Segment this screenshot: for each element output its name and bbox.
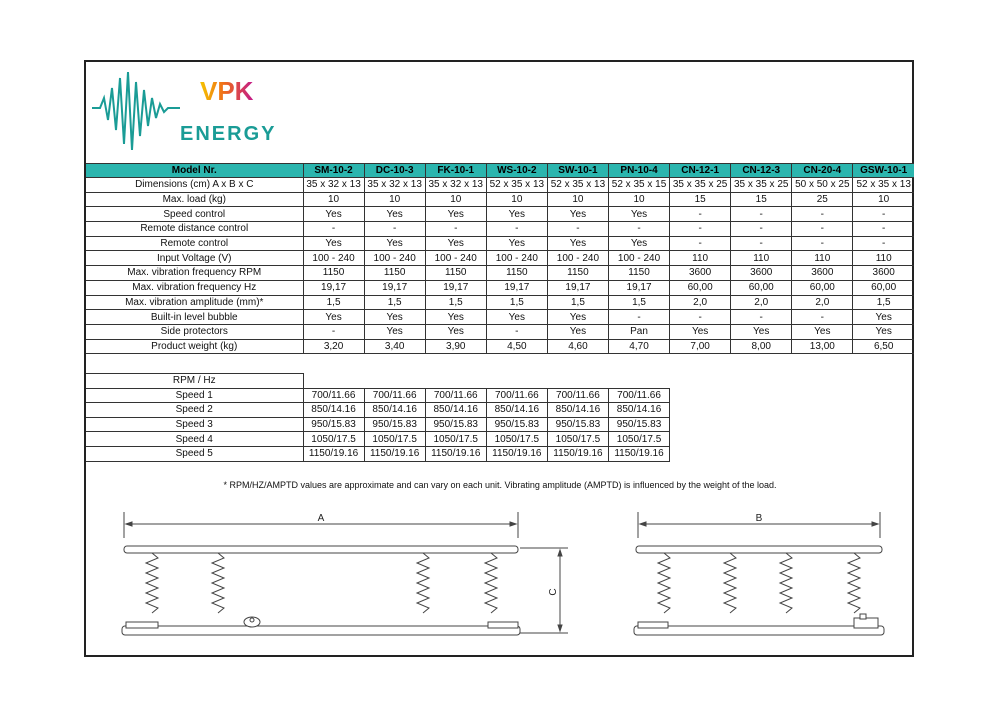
spec-cell: 1150 [547, 266, 608, 281]
spec-header-label: Model Nr. [86, 164, 303, 178]
spec-cell: 110 [670, 251, 731, 266]
spec-cell: - [425, 222, 486, 237]
spring-icon [724, 553, 736, 613]
speed-cell: 950/15.83 [608, 417, 669, 432]
spec-cell: 15 [731, 192, 792, 207]
speed-header-blank [303, 374, 670, 389]
speed-header-row [86, 374, 670, 389]
spec-cell: 19,17 [364, 280, 425, 295]
speed-cell: 850/14.16 [547, 403, 608, 418]
spec-row-label: Dimensions (cm) A x B x C [86, 178, 303, 193]
spec-cell: 1,5 [303, 295, 364, 310]
spec-cell: 4,50 [486, 339, 547, 354]
spec-cell: 60,00 [670, 280, 731, 295]
speed-cell: 1150/19.16 [608, 446, 669, 461]
spring-icon [212, 553, 224, 613]
spec-header-model: FK-10-1 [425, 164, 486, 178]
spec-cell: - [792, 310, 853, 325]
spec-cell: 60,00 [731, 280, 792, 295]
spec-cell: 52 x 35 x 15 [608, 178, 669, 193]
spec-cell: 60,00 [792, 280, 853, 295]
speed-cell: 850/14.16 [364, 403, 425, 418]
spec-cell: 13,00 [792, 339, 853, 354]
spec-cell: 100 - 240 [486, 251, 547, 266]
spec-row-label: Remote control [86, 236, 303, 251]
spec-cell: - [731, 310, 792, 325]
spec-cell: Yes [486, 310, 547, 325]
spec-row [86, 295, 914, 310]
spec-cell: 100 - 240 [425, 251, 486, 266]
speed-cell: 1150/19.16 [364, 446, 425, 461]
spec-cell: Yes [303, 236, 364, 251]
spec-header-model: SW-10-1 [547, 164, 608, 178]
spec-cell: 3600 [792, 266, 853, 281]
spec-cell: Yes [853, 310, 914, 325]
spec-cell: 2,0 [792, 295, 853, 310]
spec-cell: 1150 [608, 266, 669, 281]
spec-table [86, 163, 914, 354]
spec-cell: - [731, 207, 792, 222]
speed-cell: 700/11.66 [425, 388, 486, 403]
spec-cell: 19,17 [608, 280, 669, 295]
speed-cell: 700/11.66 [303, 388, 364, 403]
speed-cell: 950/15.83 [303, 417, 364, 432]
spec-cell: - [670, 310, 731, 325]
spec-header-row [86, 164, 914, 178]
spec-cell: 1,5 [853, 295, 914, 310]
spring-icon [485, 553, 497, 613]
spec-cell: - [853, 222, 914, 237]
speed-row-label: Speed 4 [86, 432, 303, 447]
spec-row [86, 178, 914, 193]
spec-cell: 52 x 35 x 13 [486, 178, 547, 193]
footnote: * RPM/HZ/AMPTD values are approximate and can vary on each unit. Vibrating amplitude (AMPTD) is influenced by the weight of the load. [223, 480, 777, 490]
vpk-energy-logo [90, 68, 300, 160]
spec-cell: Yes [608, 207, 669, 222]
spec-cell: - [364, 222, 425, 237]
spec-cell: Yes [547, 324, 608, 339]
spec-cell: 1150 [364, 266, 425, 281]
spec-row-label: Max. load (kg) [86, 192, 303, 207]
speed-cell: 850/14.16 [608, 403, 669, 418]
spec-cell: 100 - 240 [364, 251, 425, 266]
spec-cell: 52 x 35 x 13 [547, 178, 608, 193]
speed-row-label: Speed 1 [86, 388, 303, 403]
spec-cell: 2,0 [670, 295, 731, 310]
datasheet-frame [84, 60, 914, 657]
spec-row [86, 266, 914, 281]
spec-row [86, 251, 914, 266]
spec-cell: Pan [608, 324, 669, 339]
spec-cell: 1,5 [364, 295, 425, 310]
spec-cell: 1150 [303, 266, 364, 281]
spec-cell: - [670, 222, 731, 237]
spring-icon [417, 553, 429, 613]
spec-cell: Yes [303, 207, 364, 222]
speed-cell: 1150/19.16 [486, 446, 547, 461]
spec-cell: Yes [486, 207, 547, 222]
spec-cell: - [608, 222, 669, 237]
spec-row [86, 280, 914, 295]
logo-text-vpk: VPK [200, 76, 254, 106]
spec-row-label: Side protectors [86, 324, 303, 339]
speed-cell: 1050/17.5 [303, 432, 364, 447]
logo-text-energy: ENERGY [180, 123, 277, 145]
spec-row-label: Built-in level bubble [86, 310, 303, 325]
spring-icon [780, 553, 792, 613]
speed-cell: 1050/17.5 [364, 432, 425, 447]
spec-row-label: Max. vibration frequency RPM [86, 266, 303, 281]
spec-cell: 1,5 [547, 295, 608, 310]
speed-row-label: Speed 2 [86, 403, 303, 418]
spec-cell: 3600 [731, 266, 792, 281]
spec-cell: 7,00 [670, 339, 731, 354]
spec-cell: Yes [425, 324, 486, 339]
spec-cell: 35 x 35 x 25 [731, 178, 792, 193]
spec-header-model: WS-10-2 [486, 164, 547, 178]
spec-cell: - [731, 236, 792, 251]
spec-row [86, 310, 914, 325]
spec-cell: - [547, 222, 608, 237]
spec-row-label: Product weight (kg) [86, 339, 303, 354]
spec-cell: 1150 [486, 266, 547, 281]
spec-cell: 100 - 240 [608, 251, 669, 266]
spec-cell: 6,50 [853, 339, 914, 354]
spec-cell: 35 x 35 x 25 [670, 178, 731, 193]
spec-cell: 10 [608, 192, 669, 207]
spec-row [86, 192, 914, 207]
spec-cell: Yes [425, 207, 486, 222]
spring-icon [146, 553, 158, 613]
spec-cell: - [486, 324, 547, 339]
spec-cell: Yes [547, 310, 608, 325]
dimension-label-b: B [755, 513, 763, 524]
spec-cell: 35 x 32 x 13 [364, 178, 425, 193]
dimension-drawing [86, 502, 914, 652]
spec-cell: - [731, 222, 792, 237]
spec-row-label: Remote distance control [86, 222, 303, 237]
spec-row-label: Max. vibration amplitude (mm)* [86, 295, 303, 310]
spec-row [86, 236, 914, 251]
spec-cell: Yes [853, 324, 914, 339]
spec-cell: 10 [486, 192, 547, 207]
spec-row [86, 207, 914, 222]
spec-cell: 3,90 [425, 339, 486, 354]
spec-cell: Yes [486, 236, 547, 251]
speed-row [86, 388, 670, 403]
speed-header-label: RPM / Hz [86, 374, 303, 389]
speed-cell: 1050/17.5 [486, 432, 547, 447]
spec-cell: 4,70 [608, 339, 669, 354]
spec-cell: 8,00 [731, 339, 792, 354]
spec-row-label: Max. vibration frequency Hz [86, 280, 303, 295]
spec-cell: 1,5 [486, 295, 547, 310]
spec-cell: 10 [425, 192, 486, 207]
speed-cell: 950/15.83 [547, 417, 608, 432]
speed-cell: 850/14.16 [303, 403, 364, 418]
spec-cell: 50 x 50 x 25 [792, 178, 853, 193]
waveform-icon [92, 72, 180, 150]
spec-cell: 1,5 [608, 295, 669, 310]
spec-cell: 3,40 [364, 339, 425, 354]
spec-row [86, 222, 914, 237]
spec-header-model: CN-12-3 [731, 164, 792, 178]
spec-cell: - [853, 207, 914, 222]
spec-cell: 19,17 [425, 280, 486, 295]
spec-cell: 19,17 [547, 280, 608, 295]
spec-header-model: PN-10-4 [608, 164, 669, 178]
spring-icon [848, 553, 860, 613]
spec-cell: 19,17 [486, 280, 547, 295]
dimension-label-a: A [317, 513, 325, 524]
speed-cell: 850/14.16 [425, 403, 486, 418]
spec-cell: 10 [547, 192, 608, 207]
spec-cell: Yes [547, 207, 608, 222]
speed-table [86, 373, 670, 462]
spec-row-label: Speed control [86, 207, 303, 222]
speed-cell: 950/15.83 [364, 417, 425, 432]
dimension-label-c: C [548, 588, 559, 596]
spec-cell: 110 [731, 251, 792, 266]
speed-cell: 950/15.83 [486, 417, 547, 432]
spec-cell: 25 [792, 192, 853, 207]
speed-row [86, 403, 670, 418]
speed-cell: 1050/17.5 [608, 432, 669, 447]
speed-cell: 1150/19.16 [547, 446, 608, 461]
spec-cell: Yes [364, 310, 425, 325]
spec-cell: 52 x 35 x 13 [853, 178, 914, 193]
spec-cell: 15 [670, 192, 731, 207]
spec-cell: 60,00 [853, 280, 914, 295]
spec-cell: Yes [731, 324, 792, 339]
spec-cell: 110 [792, 251, 853, 266]
spec-cell: Yes [425, 236, 486, 251]
spec-cell: Yes [364, 207, 425, 222]
spec-header-model: GSW-10-1 [853, 164, 914, 178]
speed-cell: 1050/17.5 [425, 432, 486, 447]
spec-cell: - [853, 236, 914, 251]
spec-cell: 10 [853, 192, 914, 207]
speed-cell: 1050/17.5 [547, 432, 608, 447]
speed-row [86, 446, 670, 461]
spec-cell: 100 - 240 [547, 251, 608, 266]
speed-cell: 850/14.16 [486, 403, 547, 418]
speed-cell: 700/11.66 [364, 388, 425, 403]
spec-cell: - [792, 222, 853, 237]
speed-cell: 1150/19.16 [303, 446, 364, 461]
spec-cell: 1,5 [425, 295, 486, 310]
spec-row-label: Input Voltage (V) [86, 251, 303, 266]
spec-cell: 4,60 [547, 339, 608, 354]
spec-cell: 100 - 240 [303, 251, 364, 266]
spec-row [86, 324, 914, 339]
spec-cell: 35 x 32 x 13 [425, 178, 486, 193]
spec-row [86, 339, 914, 354]
spec-cell: 1150 [425, 266, 486, 281]
spec-cell: Yes [303, 310, 364, 325]
spec-cell: 3600 [853, 266, 914, 281]
spec-header-model: CN-20-4 [792, 164, 853, 178]
spec-header-model: SM-10-2 [303, 164, 364, 178]
speed-cell: 1150/19.16 [425, 446, 486, 461]
spec-cell: - [303, 222, 364, 237]
spec-cell: 10 [303, 192, 364, 207]
speed-cell: 700/11.66 [547, 388, 608, 403]
spec-cell: 19,17 [303, 280, 364, 295]
speed-cell: 700/11.66 [486, 388, 547, 403]
speed-row-label: Speed 5 [86, 446, 303, 461]
spec-cell: 110 [853, 251, 914, 266]
speed-row [86, 417, 670, 432]
spec-cell: Yes [547, 236, 608, 251]
speed-cell: 950/15.83 [425, 417, 486, 432]
spec-cell: - [670, 236, 731, 251]
spec-header-model: CN-12-1 [670, 164, 731, 178]
speed-row [86, 432, 670, 447]
spec-cell: 3,20 [303, 339, 364, 354]
spec-cell: Yes [425, 310, 486, 325]
spec-cell: - [792, 207, 853, 222]
spec-cell: 10 [364, 192, 425, 207]
spec-cell: 3600 [670, 266, 731, 281]
spec-cell: - [486, 222, 547, 237]
speed-cell: 700/11.66 [608, 388, 669, 403]
spec-cell: 35 x 32 x 13 [303, 178, 364, 193]
spec-cell: - [792, 236, 853, 251]
spec-cell: Yes [364, 324, 425, 339]
spec-cell: Yes [364, 236, 425, 251]
spec-cell: - [303, 324, 364, 339]
speed-row-label: Speed 3 [86, 417, 303, 432]
spec-cell: Yes [792, 324, 853, 339]
spec-cell: - [670, 207, 731, 222]
spring-icon [658, 553, 670, 613]
spec-cell: Yes [670, 324, 731, 339]
spec-cell: Yes [608, 236, 669, 251]
spec-cell: 2,0 [731, 295, 792, 310]
spec-cell: - [608, 310, 669, 325]
spec-header-model: DC-10-3 [364, 164, 425, 178]
